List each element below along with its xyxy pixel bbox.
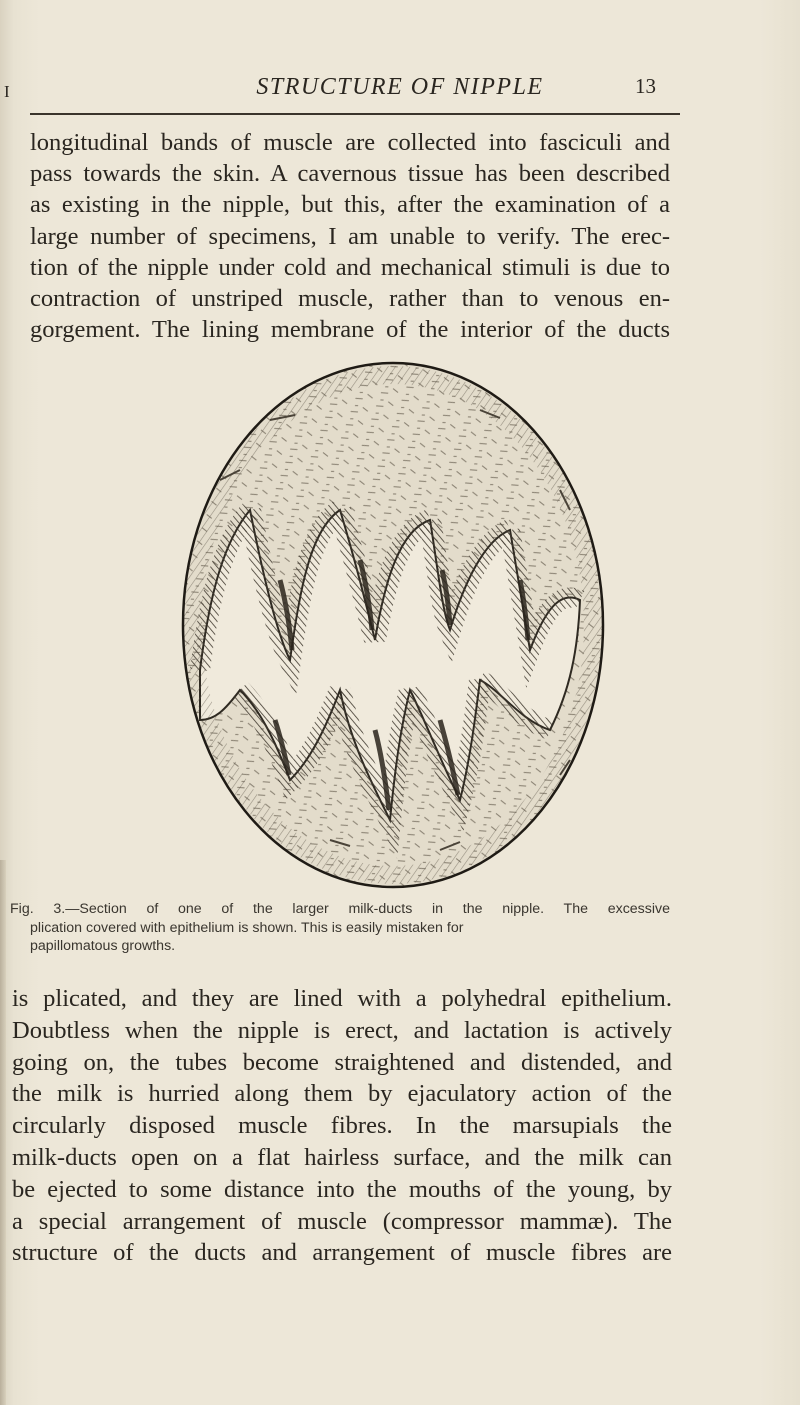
text-line: going on, the tubes become straightened and distended, and: [12, 1048, 672, 1076]
text-line: pass towards the skin. A cavernous tissue has been described: [30, 160, 670, 188]
figure-caption: [10, 900, 670, 956]
page-binding-shadow: [0, 860, 6, 1405]
text-line: gorgement. The lining membrane of the interior of the ducts: [30, 316, 670, 344]
caption-line: plication covered with epithelium is shown. This is easily mistaken for: [30, 919, 464, 936]
text-line: tion of the nipple under cold and mechanical stimuli is due to: [30, 253, 670, 281]
chapter-number: I: [4, 82, 10, 101]
text-line: circularly disposed muscle fibres. In the marsupials the: [12, 1112, 672, 1140]
caption-line: papillomatous growths.: [30, 938, 176, 954]
milk-duct-section-illustration: [180, 360, 606, 890]
text-line: structure of the ducts and arrangement of muscle fibres are: [12, 1239, 672, 1267]
text-line: contraction of unstriped muscle, rather than to venous en-: [30, 285, 670, 313]
text-line: milk-ducts open on a flat hairless surface, and the milk can: [12, 1143, 672, 1171]
body-paragraph-top: [30, 127, 670, 345]
text-line: large number of specimens, I am unable to verify. The erec-: [30, 222, 670, 250]
text-line: as existing in the nipple, but this, after the examination of a: [30, 191, 670, 219]
text-line: a special arrangement of muscle (compressor mammæ). The: [12, 1207, 672, 1235]
text-line: the milk is hurried along them by ejaculatory action of the: [12, 1080, 672, 1108]
figure-micrograph: [180, 360, 606, 890]
header-rule: [30, 113, 680, 115]
running-head: STRUCTURE OF NIPPLE: [256, 74, 544, 100]
page-number: 13: [635, 74, 656, 98]
text-line: is plicated, and they are lined with a polyhedral epithelium.: [12, 985, 672, 1012]
text-line: longitudinal bands of muscle are collected into fasciculi and: [30, 129, 670, 156]
text-line: Doubtless when the nipple is erect, and lactation is actively: [12, 1016, 672, 1044]
page-header: [0, 68, 800, 102]
caption-line: Fig. 3.—Section of one of the larger milk-ducts in the nipple. The excessive: [10, 901, 670, 917]
text-line: be ejected to some distance into the mouths of the young, by: [12, 1175, 672, 1203]
body-paragraph-bottom: [12, 983, 672, 1269]
